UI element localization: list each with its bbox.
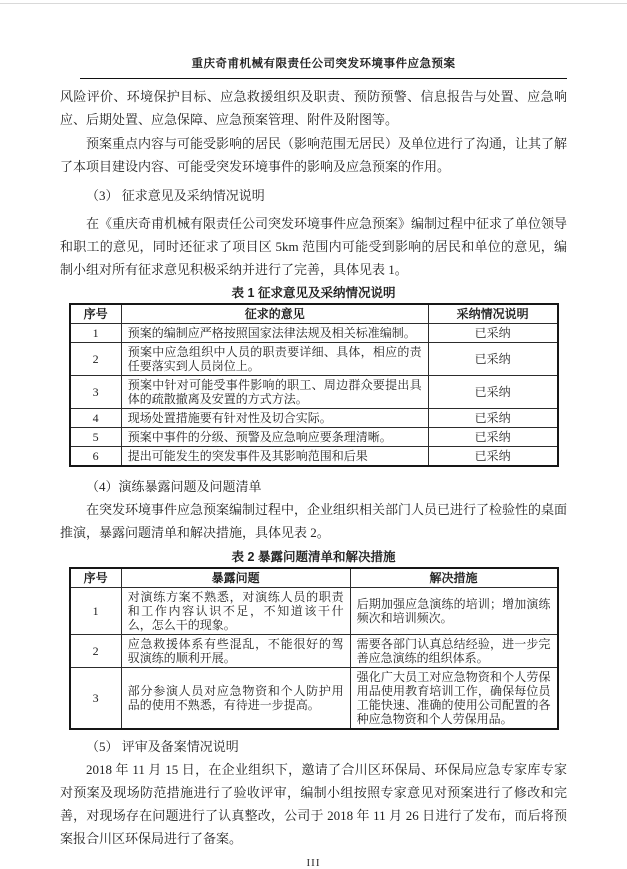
table1-header-index: 序号 xyxy=(70,304,122,324)
table-row xyxy=(70,447,558,467)
index-cell: 4 xyxy=(70,409,122,428)
index-cell: 3 xyxy=(70,668,122,730)
paragraph-review-filing: 2018 年 11 月 15 日，在企业组织下，邀请了合川区环保局、环保局应急专家库专家对预案及现场防范措施进行了验收评审，编制小组按照专家意见对预案进行了修改和完善，对现场存在问题进行了认真整改，公司于 2018 年 11 月 26 日进行了发布，而后将预案报合川区环保局进行了备案。 xyxy=(60,762,567,846)
paragraph-residents-communication: 预案重点内容与可能受影响的居民（影响范围无居民）及单位进行了沟通，让其了解了本项目建设内容、可能受突发环境事件的影响及应急预案的作用。 xyxy=(60,136,568,174)
section-heading-4: （4）演练暴露问题及问题清单 xyxy=(86,479,262,494)
scan-edge-artifact xyxy=(0,3,627,4)
index-cell: 1 xyxy=(70,324,122,343)
page-header xyxy=(80,57,567,79)
table-row xyxy=(70,324,558,343)
paragraph-toc-overflow: 风险评价、环境保护目标、应急救援组织及职责、预防预警、信息报告与处置、应急响应、后期处置、应急保障、应急预案管理、附件及附图等。 xyxy=(60,89,567,127)
index-cell: 5 xyxy=(70,428,122,447)
problem-cell: 对演练方案不熟悉，对演练人员的职责和工作内容认识不足，不知道该干什么，怎么干的现象。 xyxy=(121,588,350,635)
table-row xyxy=(70,376,558,409)
table-row xyxy=(70,428,558,447)
adoption-cell: 已采纳 xyxy=(428,343,557,376)
opinion-cell: 预案的编制应严格按照国家法律法规及相关标准编制。 xyxy=(121,324,428,343)
opinion-cell: 预案中应急组织中人员的职责要详细、具体，相应的责任要落实到人员岗位上。 xyxy=(121,343,428,376)
problem-cell: 部分参演人员对应急物资和个人防护用品的使用不熟悉，有待进一步提高。 xyxy=(121,668,350,730)
table1-header-row xyxy=(70,304,558,324)
page-number: III xyxy=(306,857,321,869)
adoption-cell: 已采纳 xyxy=(428,376,557,409)
index-cell: 3 xyxy=(70,376,122,409)
table-row xyxy=(70,668,558,730)
table1-header-adoption: 采纳情况说明 xyxy=(428,304,557,324)
table-row xyxy=(70,409,558,428)
index-cell: 1 xyxy=(70,588,122,635)
table2-header-index: 序号 xyxy=(70,568,122,588)
index-cell: 2 xyxy=(70,343,122,376)
table2-header-problem: 暴露问题 xyxy=(121,568,350,588)
table-row xyxy=(70,635,558,668)
section-heading-3: （3） 征求意见及采纳情况说明 xyxy=(86,188,265,203)
table2-caption: 表 2 暴露问题清单和解决措施 xyxy=(231,550,396,564)
solution-cell: 强化广大员工对应急物资和个人劳保用品使用教育培训工作，确保每位员工能快速、准确的使用公司配置的各种应急物资和个人劳保用品。 xyxy=(350,668,557,730)
solution-cell: 需要各部门认真总结经验，进一步完善应急演练的组织体系。 xyxy=(350,635,557,668)
table2-header-row xyxy=(70,568,558,588)
table2-header-solution: 解决措施 xyxy=(350,568,557,588)
index-cell: 2 xyxy=(70,635,122,668)
table1-opinions xyxy=(69,303,559,467)
table1-caption: 表 1 征求意见及采纳情况说明 xyxy=(231,286,396,300)
index-cell: 6 xyxy=(70,447,122,467)
document-title: 重庆奇甫机械有限责任公司突发环境事件应急预案 xyxy=(191,58,456,70)
problem-cell: 应急救援体系有些混乱，不能很好的驾驭演练的顺利开展。 xyxy=(121,635,350,668)
opinion-cell: 预案中针对可能受事件影响的职工、周边群众要提出具体的疏散撤离及安置的方式方法。 xyxy=(121,376,428,409)
adoption-cell: 已采纳 xyxy=(428,324,557,343)
solution-cell: 后期加强应急演练的培训；增加演练频次和培训频次。 xyxy=(350,588,557,635)
table-row xyxy=(70,588,558,635)
section-heading-5: （5） 评审及备案情况说明 xyxy=(86,739,239,754)
table1-header-opinion: 征求的意见 xyxy=(121,304,428,324)
adoption-cell: 已采纳 xyxy=(428,409,557,428)
paragraph-drill-review: 在突发环境事件应急预案编制过程中，企业组织相关部门人员已进行了检验性的桌面推演，暴露问题清单和解决措施，具体见表 2。 xyxy=(60,502,568,540)
paragraph-opinion-solicitation: 在《重庆奇甫机械有限责任公司突发环境事件应急预案》编制过程中征求了单位领导和职工的意见，同时还征求了项目区 5km 范围内可能受到影响的居民和单位的意见，编制小组对所有征求意见积极采纳并进行了完善，具体见表 1。 xyxy=(60,216,568,277)
opinion-cell: 预案中事件的分级、预警及应急响应要条理清晰。 xyxy=(121,428,428,447)
adoption-cell: 已采纳 xyxy=(428,447,557,467)
table2-problems xyxy=(69,567,559,730)
opinion-cell: 提出可能发生的突发事件及其影响范围和后果 xyxy=(121,447,428,467)
opinion-cell: 现场处置措施要有针对性及切合实际。 xyxy=(121,409,428,428)
table-row xyxy=(70,343,558,376)
adoption-cell: 已采纳 xyxy=(428,428,557,447)
